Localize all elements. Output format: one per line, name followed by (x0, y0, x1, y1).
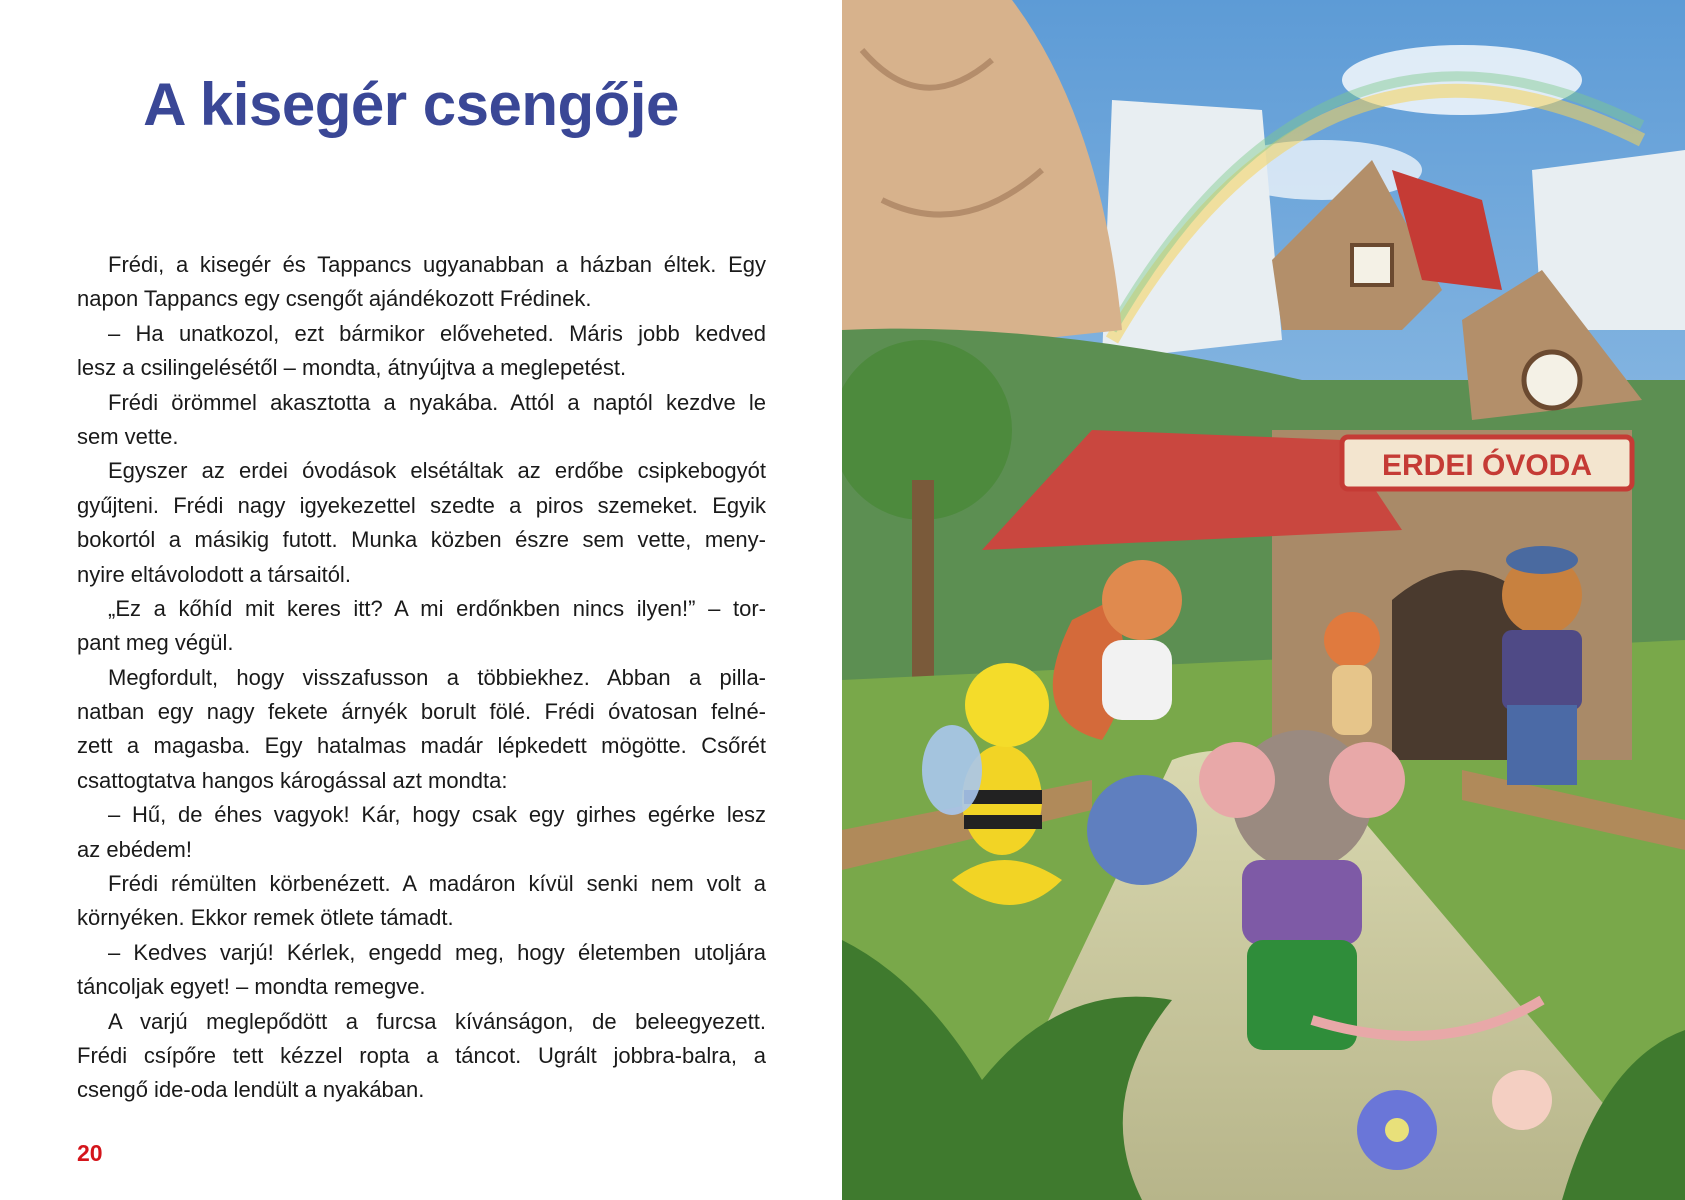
story-line: csattogtatva hangos károgással azt mondta: (77, 767, 508, 793)
story-line: környéken. Ekkor remek ötlete támadt. (77, 905, 454, 931)
page-number: 20 (77, 1140, 103, 1166)
kindergarten-illustration (842, 0, 1685, 1200)
story-line: Frédi rémülten körbenézett. A madáron kívül senki nem volt a (108, 871, 766, 897)
story-line: Egyszer az erdei óvodások elsétáltak az erdőbe csipkebogyót (108, 458, 766, 484)
story-line: Megfordult, hogy visszafusson a többiekhez. Abban a pilla- (108, 664, 766, 690)
story-line: „Ez a kőhíd mit keres itt? A mi erdőnkben nincs ilyen!” – tor- (108, 595, 766, 621)
left-page (0, 0, 842, 1200)
story-line: – Hű, de éhes vagyok! Kár, hogy csak egy girhes egérke lesz (108, 802, 766, 828)
window (1352, 245, 1392, 285)
story-line: Frédi, a kisegér és Tappancs ugyanabban a házban éltek. Egy (108, 252, 766, 277)
story-line: Frédi örömmel akasztotta a nyakába. Attól a naptól kezdve le (108, 389, 766, 415)
pink-flower (1492, 1070, 1552, 1130)
story-title: A kisegér csengője (143, 71, 679, 138)
story-line: natban egy nagy fekete árnyék borult fölé. Frédi óvatosan felné- (77, 699, 766, 725)
story-line: gyűjteni. Frédi nagy igyekezettel szedte a piros szemeket. Egyik (77, 492, 766, 518)
story-line: lesz a csilingelésétől – mondta, átnyújtva a meglepetést. (77, 355, 627, 381)
story-line: – Kedves varjú! Kérlek, engedd meg, hogy életemben utoljára (108, 939, 766, 965)
story-line: nyire eltávolodott a társaitól. (77, 561, 351, 587)
story-line: napon Tappancs egy csengőt ajándékozott Frédinek. (77, 286, 592, 312)
story-line: pant meg végül. (77, 630, 234, 656)
story-line: sem vette. (77, 423, 179, 449)
flower-center (1385, 1118, 1409, 1142)
story-line: táncoljak egyet! – mondta remegve. (77, 974, 426, 1000)
story-line: Frédi csípőre tett kézzel ropta a táncot. Ugrált jobbra-balra, a (77, 1042, 766, 1068)
illustration (842, 0, 1685, 1200)
story-line: – Ha unatkozol, ezt bármikor előveheted. Máris jobb kedved (108, 320, 766, 346)
sign-text: ERDEI ÓVODA (1381, 449, 1593, 482)
story-line: bokortól a másikig futott. Munka közben észre sem vette, meny- (77, 527, 766, 553)
bear-character (1502, 546, 1582, 785)
story-line: zett a magasba. Egy hatalmas madár lépkedett mögötte. Csőrét (77, 733, 766, 759)
round-window (1524, 352, 1580, 408)
story-line: A varjú meglepődött a furcsa kívánságon, de beleegyezett. (108, 1008, 766, 1034)
story-line: csengő ide-oda lendült a nyakában. (77, 1077, 425, 1103)
story-text (77, 248, 766, 1108)
tree-trunk (912, 480, 934, 700)
story-line: az ebédem! (77, 836, 192, 862)
